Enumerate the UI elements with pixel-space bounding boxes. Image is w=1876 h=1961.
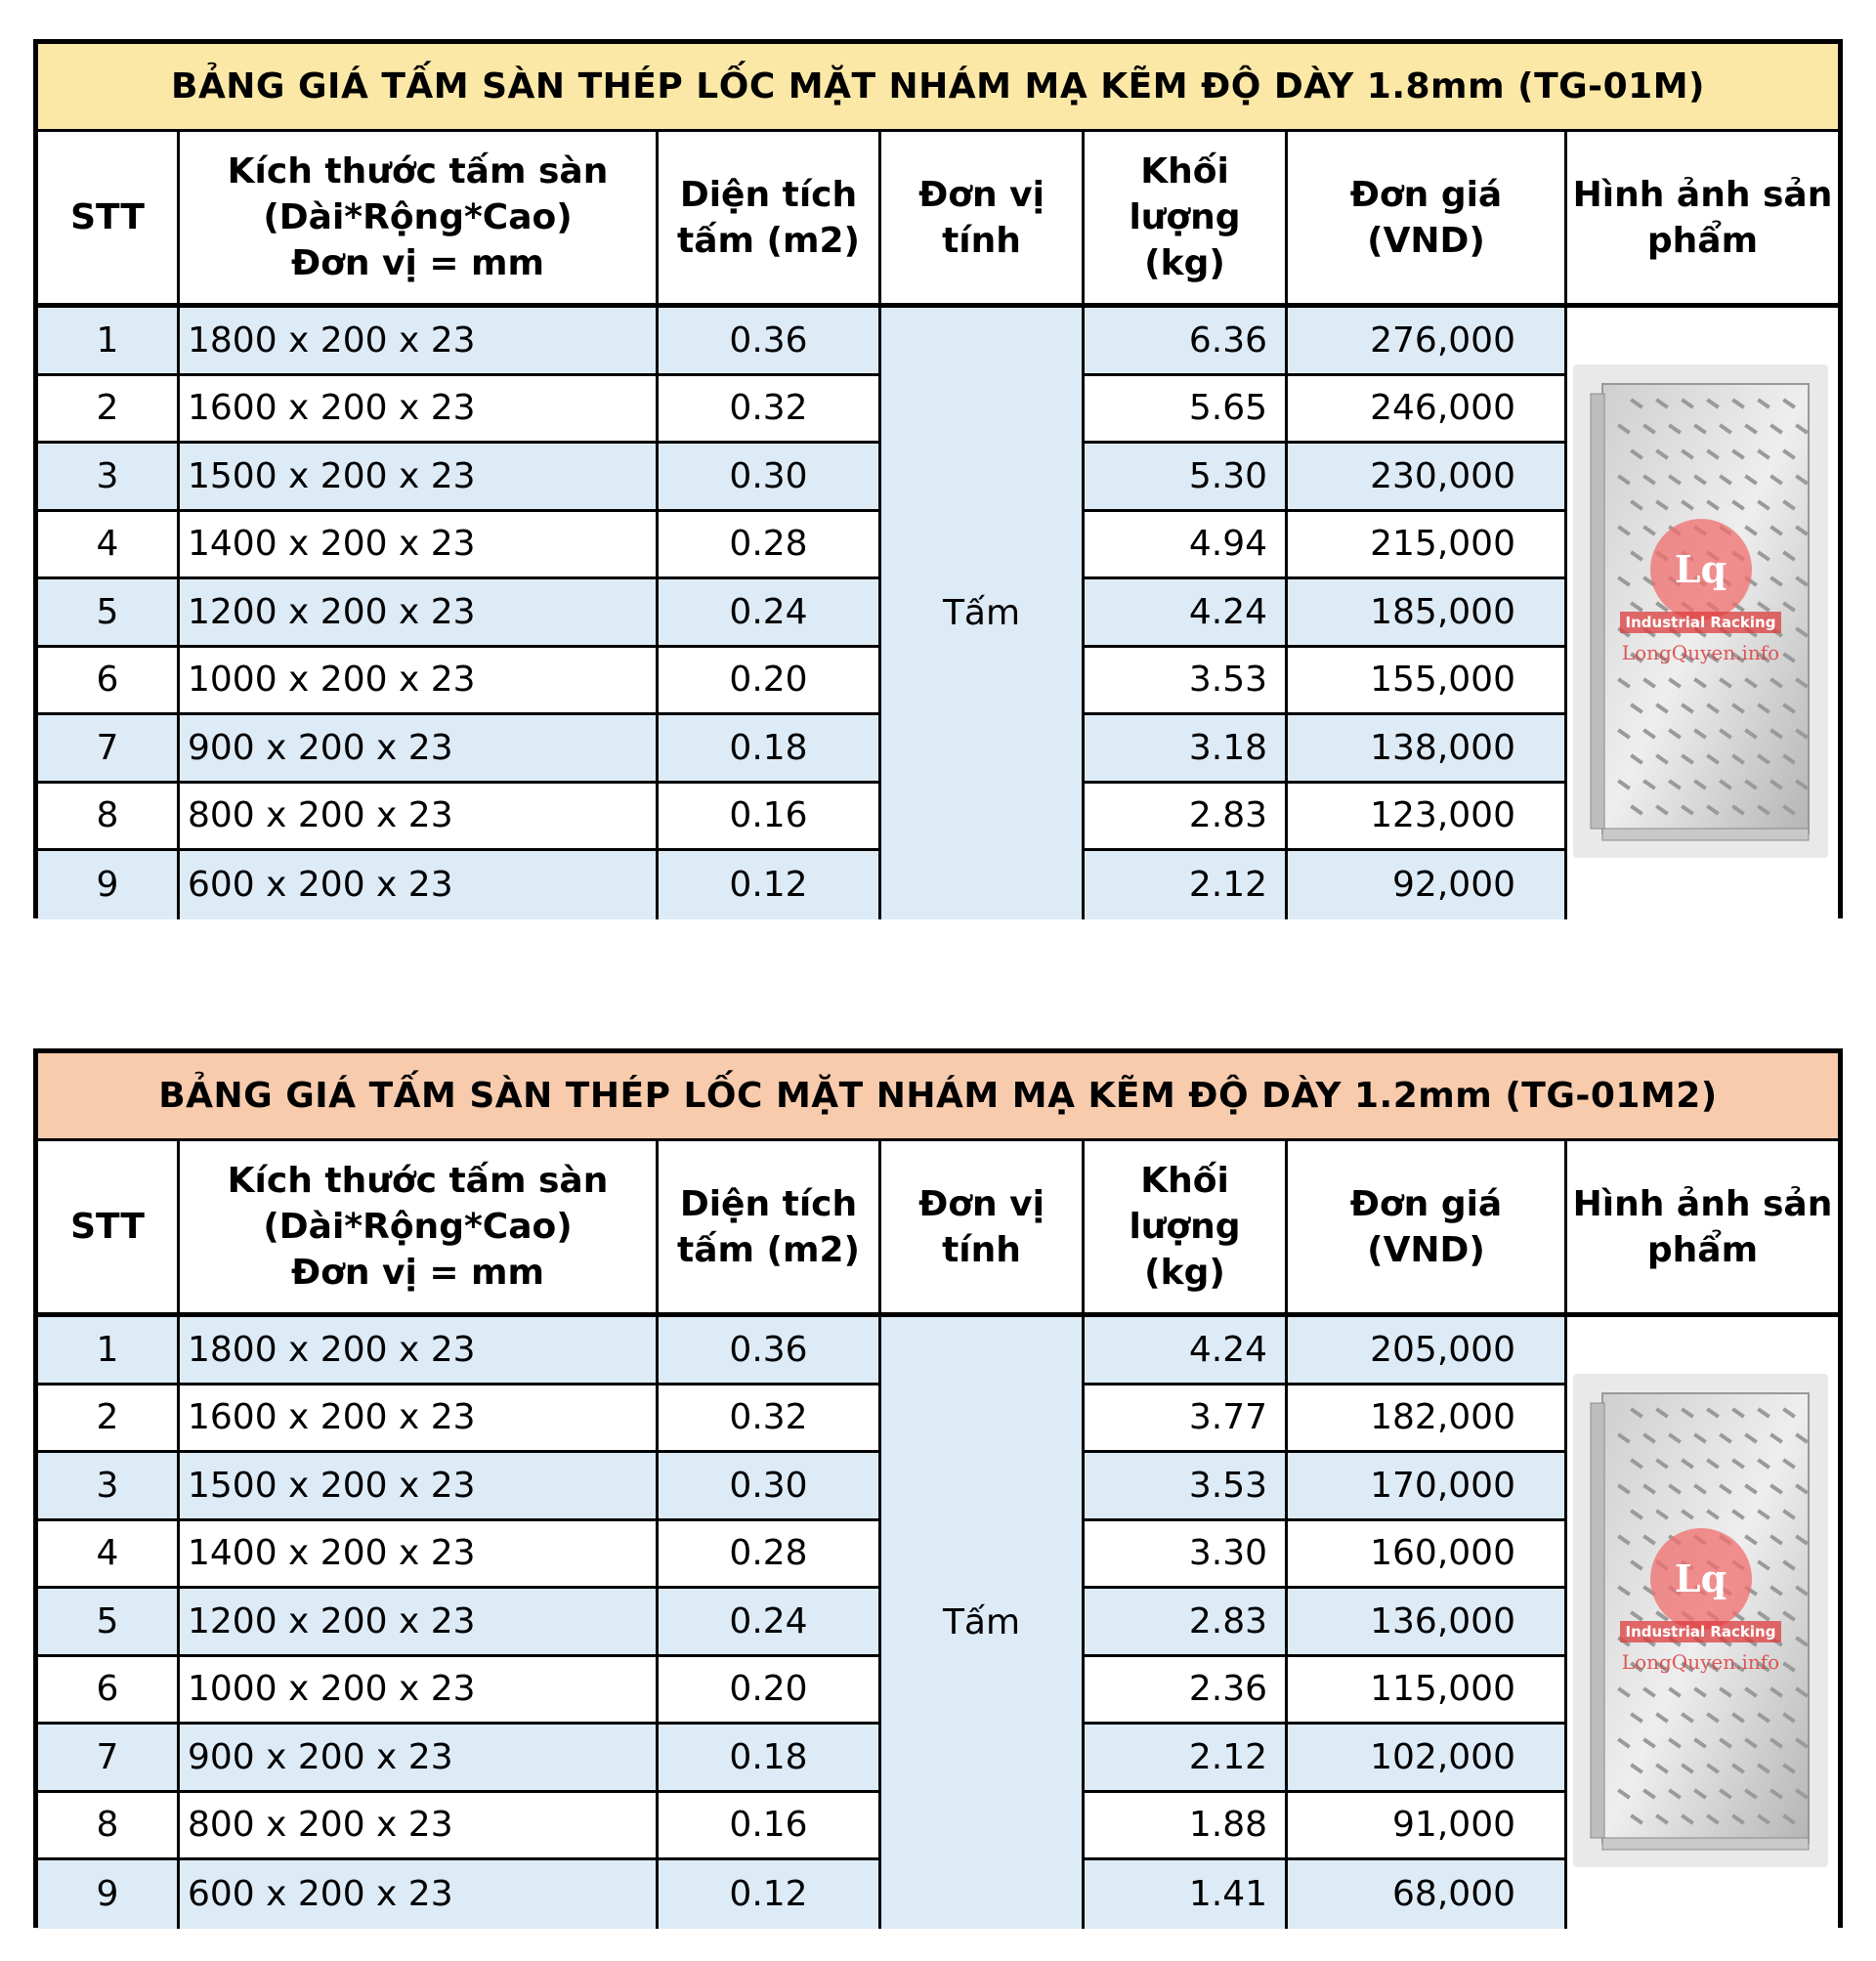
table-cell-area: 0.36 — [659, 1317, 881, 1385]
table-cell-price: 92,000 — [1288, 851, 1567, 919]
table-cell-price: 102,000 — [1288, 1725, 1567, 1793]
table-cell-weight: 1.41 — [1085, 1860, 1288, 1929]
table-cell-stt: 4 — [38, 512, 180, 580]
column-header-image: Hình ảnh sản phẩm — [1567, 132, 1838, 308]
table-cell-stt: 8 — [38, 1793, 180, 1861]
table-cell-stt: 5 — [38, 1589, 180, 1657]
unit-cell: Tấm — [881, 308, 1085, 919]
table-cell-price: 230,000 — [1288, 444, 1567, 512]
table-cell-size: 600 x 200 x 23 — [180, 851, 659, 919]
table-cell-area: 0.32 — [659, 1385, 881, 1454]
table-cell-weight: 5.65 — [1085, 376, 1288, 445]
table-cell-price: 138,000 — [1288, 715, 1567, 784]
table-cell-weight: 3.53 — [1085, 648, 1288, 716]
column-header-unit: Đơn vị tính — [881, 132, 1085, 308]
table-cell-area: 0.12 — [659, 1860, 881, 1929]
table-cell-size: 1500 x 200 x 23 — [180, 444, 659, 512]
table-cell-price: 115,000 — [1288, 1657, 1567, 1726]
column-header-size: Kích thước tấm sàn (Dài*Rộng*Cao) Đơn vị = mm — [180, 1141, 659, 1317]
table-cell-weight: 4.94 — [1085, 512, 1288, 580]
table-cell-size: 1000 x 200 x 23 — [180, 1657, 659, 1726]
table-cell-weight: 2.12 — [1085, 851, 1288, 919]
table-cell-price: 246,000 — [1288, 376, 1567, 445]
table-cell-size: 1400 x 200 x 23 — [180, 512, 659, 580]
table-title: BẢNG GIÁ TẤM SÀN THÉP LỐC MẶT NHÁM MẠ KẼM ĐỘ DÀY 1.8mm (TG-01M) — [38, 44, 1838, 132]
table-cell-stt: 2 — [38, 1385, 180, 1454]
table-cell-area: 0.12 — [659, 851, 881, 919]
table-cell-size: 1600 x 200 x 23 — [180, 376, 659, 445]
table-cell-price: 160,000 — [1288, 1521, 1567, 1590]
table-cell-stt: 7 — [38, 715, 180, 784]
table-cell-size: 1800 x 200 x 23 — [180, 1317, 659, 1385]
table-cell-weight: 4.24 — [1085, 1317, 1288, 1385]
table-cell-weight: 3.18 — [1085, 715, 1288, 784]
table-cell-size: 900 x 200 x 23 — [180, 1725, 659, 1793]
table-cell-area: 0.18 — [659, 715, 881, 784]
column-header-weight: Khối lượng (kg) — [1085, 1141, 1288, 1317]
table-cell-weight: 5.30 — [1085, 444, 1288, 512]
watermark-logo: Lq — [1650, 519, 1752, 620]
table-cell-price: 185,000 — [1288, 579, 1567, 648]
table-cell-area: 0.24 — [659, 1589, 881, 1657]
table-cell-size: 800 x 200 x 23 — [180, 784, 659, 852]
table-cell-area: 0.36 — [659, 308, 881, 376]
table-cell-price: 91,000 — [1288, 1793, 1567, 1861]
table-cell-price: 182,000 — [1288, 1385, 1567, 1454]
table-cell-price: 155,000 — [1288, 648, 1567, 716]
unit-cell: Tấm — [881, 1317, 1085, 1929]
column-header-stt: STT — [38, 132, 180, 308]
table-cell-weight: 4.24 — [1085, 579, 1288, 648]
table-cell-weight: 2.83 — [1085, 1589, 1288, 1657]
table-cell-size: 600 x 200 x 23 — [180, 1860, 659, 1929]
table-cell-size: 1000 x 200 x 23 — [180, 648, 659, 716]
column-header-image: Hình ảnh sản phẩm — [1567, 1141, 1838, 1317]
table-cell-area: 0.28 — [659, 512, 881, 580]
table-title: BẢNG GIÁ TẤM SÀN THÉP LỐC MẶT NHÁM MẠ KẼM ĐỘ DÀY 1.2mm (TG-01M2) — [38, 1053, 1838, 1141]
table-cell-area: 0.32 — [659, 376, 881, 445]
watermark-logo: Lq — [1650, 1528, 1752, 1630]
table-cell-area: 0.28 — [659, 1521, 881, 1590]
table-cell-stt: 9 — [38, 1860, 180, 1929]
table-cell-size: 1200 x 200 x 23 — [180, 579, 659, 648]
table-cell-area: 0.20 — [659, 648, 881, 716]
table-cell-weight: 3.53 — [1085, 1453, 1288, 1521]
table-cell-size: 1600 x 200 x 23 — [180, 1385, 659, 1454]
column-header-price: Đơn giá (VND) — [1288, 1141, 1567, 1317]
table-cell-weight: 2.12 — [1085, 1725, 1288, 1793]
table-cell-stt: 1 — [38, 308, 180, 376]
table-cell-price: 136,000 — [1288, 1589, 1567, 1657]
table-cell-stt: 9 — [38, 851, 180, 919]
table-cell-price: 276,000 — [1288, 308, 1567, 376]
table-cell-weight: 3.30 — [1085, 1521, 1288, 1590]
table-cell-price: 205,000 — [1288, 1317, 1567, 1385]
watermark-brand: Industrial Racking — [1573, 614, 1828, 631]
table-cell-stt: 5 — [38, 579, 180, 648]
column-header-weight: Khối lượng (kg) — [1085, 132, 1288, 308]
table-cell-area: 0.20 — [659, 1657, 881, 1726]
table-cell-stt: 4 — [38, 1521, 180, 1590]
column-header-size: Kích thước tấm sàn (Dài*Rộng*Cao) Đơn vị = mm — [180, 132, 659, 308]
table-cell-area: 0.30 — [659, 444, 881, 512]
table-cell-size: 1400 x 200 x 23 — [180, 1521, 659, 1590]
table-cell-stt: 3 — [38, 444, 180, 512]
table-cell-weight: 2.83 — [1085, 784, 1288, 852]
column-header-area: Diện tích tấm (m2) — [659, 132, 881, 308]
table-cell-stt: 8 — [38, 784, 180, 852]
column-header-area: Diện tích tấm (m2) — [659, 1141, 881, 1317]
table-cell-stt: 6 — [38, 1657, 180, 1726]
table-cell-weight: 1.88 — [1085, 1793, 1288, 1861]
table-cell-area: 0.30 — [659, 1453, 881, 1521]
product-image — [1573, 364, 1828, 858]
table-cell-price: 123,000 — [1288, 784, 1567, 852]
watermark-site: LongQuyen.info — [1621, 640, 1780, 664]
table-cell-price: 170,000 — [1288, 1453, 1567, 1521]
column-header-unit: Đơn vị tính — [881, 1141, 1085, 1317]
table-cell-stt: 6 — [38, 648, 180, 716]
table-cell-size: 1800 x 200 x 23 — [180, 308, 659, 376]
price-table-2 — [33, 1048, 1843, 1928]
table-cell-weight: 3.77 — [1085, 1385, 1288, 1454]
table-cell-area: 0.16 — [659, 784, 881, 852]
table-cell-weight: 2.36 — [1085, 1657, 1288, 1726]
table-cell-stt: 7 — [38, 1725, 180, 1793]
watermark-brand: Industrial Racking — [1573, 1623, 1828, 1641]
table-cell-area: 0.18 — [659, 1725, 881, 1793]
watermark-site: LongQuyen.info — [1621, 1649, 1780, 1674]
column-header-stt: STT — [38, 1141, 180, 1317]
price-table-1 — [33, 39, 1843, 918]
table-cell-size: 1500 x 200 x 23 — [180, 1453, 659, 1521]
table-cell-weight: 6.36 — [1085, 308, 1288, 376]
product-image — [1573, 1374, 1828, 1867]
table-cell-size: 1200 x 200 x 23 — [180, 1589, 659, 1657]
table-cell-stt: 2 — [38, 376, 180, 445]
table-cell-price: 68,000 — [1288, 1860, 1567, 1929]
table-cell-stt: 3 — [38, 1453, 180, 1521]
table-cell-area: 0.24 — [659, 579, 881, 648]
column-header-price: Đơn giá (VND) — [1288, 132, 1567, 308]
table-cell-area: 0.16 — [659, 1793, 881, 1861]
table-cell-stt: 1 — [38, 1317, 180, 1385]
table-cell-price: 215,000 — [1288, 512, 1567, 580]
table-cell-size: 800 x 200 x 23 — [180, 1793, 659, 1861]
table-cell-size: 900 x 200 x 23 — [180, 715, 659, 784]
